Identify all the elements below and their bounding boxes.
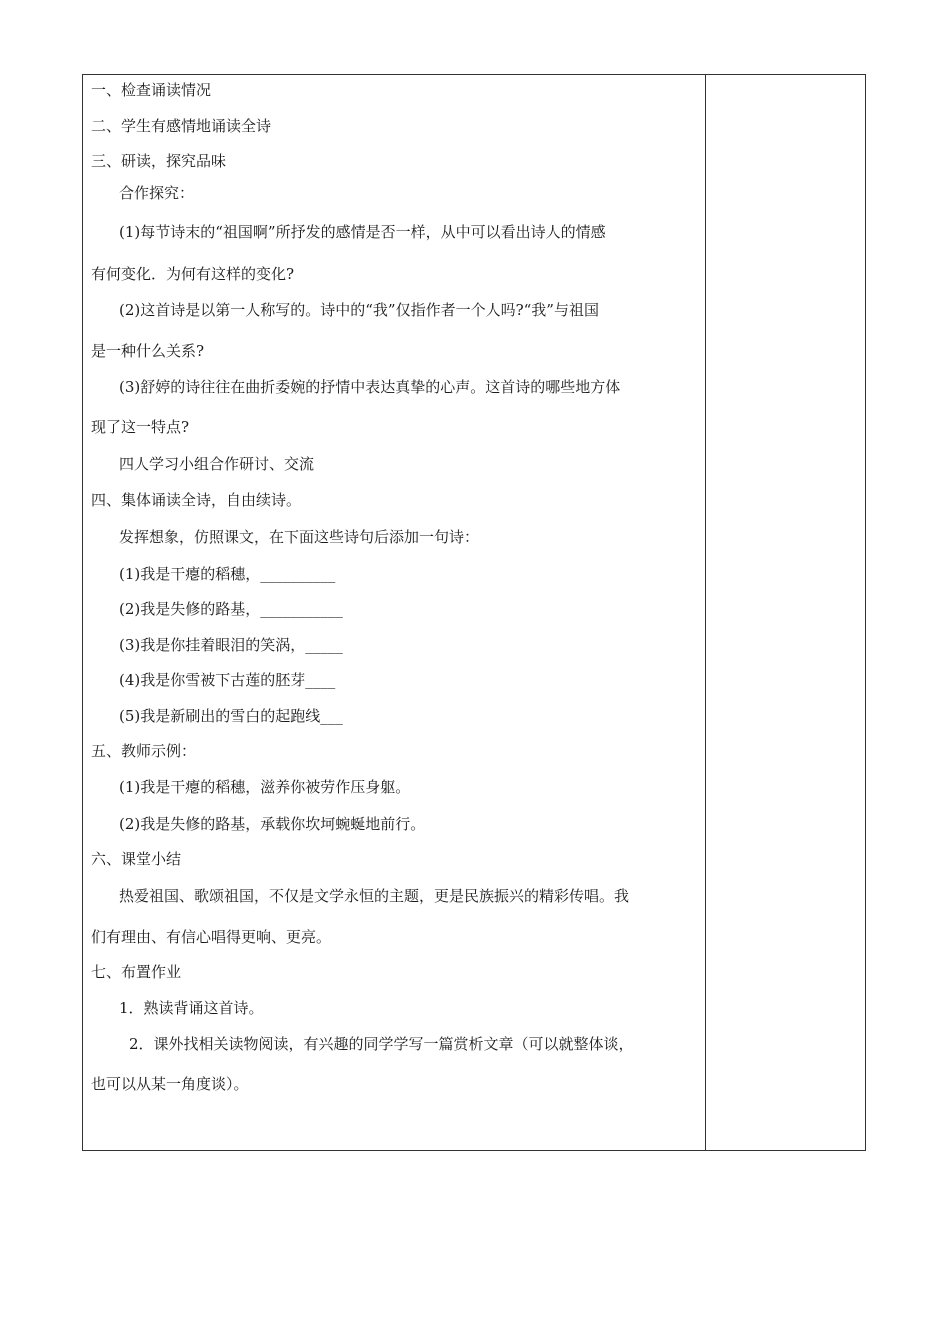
fill-item-1: (1)我是干瘪的稻穗，__________ [119, 565, 336, 583]
section-heading-4: 四、集体诵读全诗，自由续诗。 [91, 491, 302, 509]
question-3-line-1: (3)舒婷的诗往往在曲折委婉的抒情中表达真挚的心声。这首诗的哪些地方体 [119, 378, 621, 396]
section-heading-2: 二、学生有感情地诵读全诗 [91, 117, 272, 135]
instruction-text: 发挥想象，仿照课文，在下面这些诗句后添加一句诗： [119, 528, 480, 546]
homework-2-line-1: 2．课外找相关读物阅读，有兴趣的同学学写一篇赏析文章（可以就整体谈， [129, 1035, 634, 1053]
fill-item-5: (5)我是新刷出的雪白的起跑线___ [119, 707, 343, 725]
section-heading-6: 六、课堂小结 [91, 850, 182, 868]
section-heading-7: 七、布置作业 [91, 963, 182, 981]
question-2-line-1: (2)这首诗是以第一人称写的。诗中的“我”仅指作者一个人吗?“我”与祖国 [119, 301, 599, 319]
question-1-line-2: 有何变化．为何有这样的变化? [91, 265, 295, 283]
subheading-cooperation: 合作探究： [119, 184, 195, 202]
fill-item-3: (3)我是你挂着眼泪的笑涡，_____ [119, 636, 343, 654]
question-1-line-1: (1)每节诗末的“祖国啊”所抒发的感情是否一样，从中可以看出诗人的情感 [119, 223, 606, 241]
question-3-line-2: 现了这一特点? [91, 418, 190, 436]
homework-1: 1．熟读背诵这首诗。 [119, 999, 264, 1017]
group-discussion: 四人学习小组合作研讨、交流 [119, 455, 315, 473]
summary-line-1: 热爱祖国、歌颂祖国，不仅是文学永恒的主题，更是民族振兴的精彩传唱。我 [119, 887, 630, 905]
section-heading-5: 五、教师示例： [91, 742, 197, 760]
example-1: (1)我是干瘪的稻穗，滋养你被劳作压身躯。 [119, 778, 411, 796]
section-heading-3: 三、研读，探究品味 [91, 152, 227, 170]
question-2-line-2: 是一种什么关系? [91, 342, 205, 360]
homework-2-line-2: 也可以从某一角度谈）。 [91, 1075, 249, 1093]
lesson-table [82, 74, 866, 1151]
fill-item-2: (2)我是失修的路基，___________ [119, 600, 343, 618]
column-divider [705, 75, 706, 1150]
section-heading-1: 一、检查诵读情况 [91, 81, 212, 99]
example-2: (2)我是失修的路基，承载你坎坷蜿蜒地前行。 [119, 815, 426, 833]
summary-line-2: 们有理由、有信心唱得更响、更亮。 [91, 928, 332, 946]
fill-item-4: (4)我是你雪被下古莲的胚芽____ [119, 671, 336, 689]
